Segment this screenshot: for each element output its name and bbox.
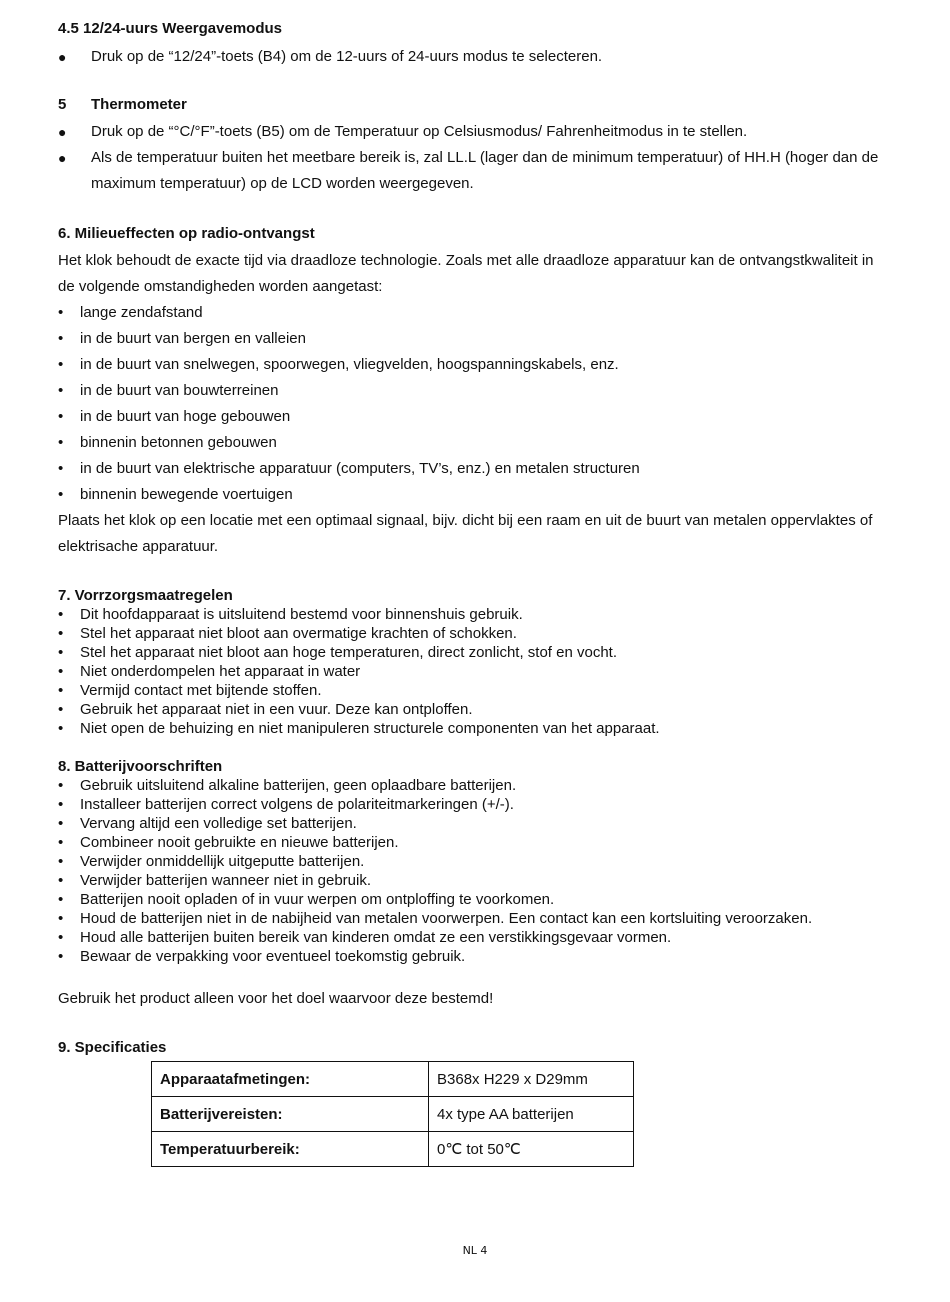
bullet-icon: • xyxy=(58,304,64,321)
bullet-icon: • xyxy=(58,625,64,642)
bullet-icon: • xyxy=(58,777,64,794)
section-radio-reception xyxy=(58,223,888,560)
spec-table xyxy=(151,1061,634,1167)
bullet-icon: ● xyxy=(58,49,67,65)
bullet-icon: • xyxy=(58,929,64,946)
section-title: 4.5 12/24-uurs Weergavemodus xyxy=(58,20,282,37)
bullet-icon: • xyxy=(58,460,64,477)
bullet-icon: • xyxy=(58,815,64,832)
bullet-icon: • xyxy=(58,434,64,451)
list-item: • Combineer nooit gebruikte en nieuwe batterijen. xyxy=(58,834,399,851)
bullet-icon: • xyxy=(58,486,64,503)
paragraph-outro: Plaats het klok op een locatie met een optimaal signaal, bijv. dicht bij een raam en uit de buurt van metalen oppervlaktes of elektrisache apparatuur. xyxy=(58,512,873,555)
bullet-icon: • xyxy=(58,663,64,680)
section-specifications xyxy=(58,1038,888,1167)
list-item: • binnenin betonnen gebouwen xyxy=(58,430,888,456)
list-item: • in de buurt van bouwterreinen xyxy=(58,378,888,404)
list-item: ● Druk op de “°C/°F”-toets (B5) om de Temperatuur op Celsiusmodus/ Fahrenheitmodus in te stellen. xyxy=(58,119,888,145)
list-item: • in de buurt van hoge gebouwen xyxy=(58,404,888,430)
list-item: • Houd alle batterijen buiten bereik van kinderen omdat ze een verstikkingsgevaar vormen. xyxy=(58,929,672,946)
spec-key: Apparaatafmetingen: xyxy=(152,1062,429,1097)
section-thermometer xyxy=(58,94,888,197)
document-page xyxy=(58,18,888,1167)
section-display-mode xyxy=(58,18,888,70)
bullet-list xyxy=(58,44,888,70)
section-title: 8. Batterijvoorschriften xyxy=(58,758,223,775)
bullet-icon: • xyxy=(58,948,64,965)
section-batteries xyxy=(58,757,888,1008)
paragraph-intro: Het klok behoudt de exacte tijd via draadloze technologie. Zoals met alle draadloze apparatuur kan de ontvangstkwaliteit in de volgende omstandigheden worden aangetast: xyxy=(58,252,874,295)
bullet-icon: • xyxy=(58,910,64,927)
list-item: • Verwijder batterijen wanneer niet in gebruik. xyxy=(58,872,371,889)
list-item: • in de buurt van elektrische apparatuur (computers, TV’s, enz.) en metalen structuren xyxy=(58,456,888,482)
list-item: • Gebruik uitsluitend alkaline batterijen, geen oplaadbare batterijen. xyxy=(58,777,517,794)
page-number: NL 4 xyxy=(462,1244,488,1257)
spec-value: 0℃ tot 50℃ xyxy=(429,1132,634,1167)
list-item: • Gebruik het apparaat niet in een vuur. Deze kan ontploffen. xyxy=(58,701,473,718)
bullet-icon: • xyxy=(58,606,64,623)
list-item: • Houd de batterijen niet in de nabijheid van metalen voorwerpen. Een contact kan een kortsluiting veroorzaken. xyxy=(58,910,813,927)
spec-value: 4x type AA batterijen xyxy=(429,1097,634,1132)
list-item: • Niet onderdompelen het apparaat in water xyxy=(58,663,361,680)
list-item: • Vermijd contact met bijtende stoffen. xyxy=(58,682,322,699)
section-heading xyxy=(58,94,888,116)
bullet-list xyxy=(58,605,888,738)
list-item: ● Als de temperatuur buiten het meetbare bereik is, zal LL.L (lager dan de minimum temperatuur) of HH.H (hoger dan de maximum temperatuur) op de LCD worden weergegeven. xyxy=(58,145,888,197)
bullet-icon: • xyxy=(58,853,64,870)
bullet-icon: • xyxy=(58,834,64,851)
bullet-list xyxy=(58,776,888,966)
list-item: • Stel het apparaat niet bloot aan overmatige krachten of schokken. xyxy=(58,625,517,642)
section-title: 9. Specificaties xyxy=(58,1039,167,1056)
list-item: • Verwijder onmiddellijk uitgeputte batterijen. xyxy=(58,853,365,870)
bullet-icon: ● xyxy=(58,124,67,140)
table-row xyxy=(152,1062,634,1097)
list-item: • Installeer batterijen correct volgens de polariteitmarkeringen (+/-). xyxy=(58,796,514,813)
section-number: 5 xyxy=(58,96,67,113)
bullet-icon: • xyxy=(58,382,64,399)
list-item: • Bewaar de verpakking voor eventueel toekomstig gebruik. xyxy=(58,948,466,965)
table-row xyxy=(152,1097,634,1132)
list-item: • binnenin bewegende voertuigen xyxy=(58,482,888,508)
list-item: • in de buurt van snelwegen, spoorwegen, vliegvelden, hoogspanningskabels, enz. xyxy=(58,352,888,378)
bullet-icon: • xyxy=(58,356,64,373)
list-item: ● Druk op de “12/24”-toets (B4) om de 12-uurs of 24-uurs modus te selecteren. xyxy=(58,44,888,70)
bullet-icon: • xyxy=(58,701,64,718)
bullet-icon: • xyxy=(58,796,64,813)
spec-key: Batterijvereisten: xyxy=(152,1097,429,1132)
list-item: • Stel het apparaat niet bloot aan hoge temperaturen, direct zonlicht, stof en vocht. xyxy=(58,644,618,661)
bullet-icon: • xyxy=(58,682,64,699)
list-item: • Batterijen nooit opladen of in vuur werpen om ontploffing te voorkomen. xyxy=(58,891,555,908)
list-item: • Vervang altijd een volledige set batterijen. xyxy=(58,815,357,832)
bullet-icon: • xyxy=(58,644,64,661)
bullet-icon: ● xyxy=(58,150,67,166)
usage-note: Gebruik het product alleen voor het doel waarvoor deze bestemd! xyxy=(58,990,494,1007)
section-title: 7. Vorrzorgsmaatregelen xyxy=(58,587,233,604)
bullet-icon: • xyxy=(58,408,64,425)
bullet-icon: • xyxy=(58,891,64,908)
spec-key: Temperatuurbereik: xyxy=(152,1132,429,1167)
spec-value: B368x H229 x D29mm xyxy=(429,1062,634,1097)
section-precautions xyxy=(58,586,888,738)
bullet-icon: • xyxy=(58,720,64,737)
section-title: 6. Milieueffecten op radio-ontvangst xyxy=(58,225,315,242)
bullet-list xyxy=(58,300,888,508)
list-item: • Niet open de behuizing en niet manipuleren structurele componenten van het apparaat. xyxy=(58,720,660,737)
bullet-icon: • xyxy=(58,872,64,889)
section-title: Thermometer xyxy=(91,96,187,113)
list-item: • Dit hoofdapparaat is uitsluitend bestemd voor binnenshuis gebruik. xyxy=(58,606,523,623)
list-item: • in de buurt van bergen en valleien xyxy=(58,326,888,352)
bullet-icon: • xyxy=(58,330,64,347)
list-item: • lange zendafstand xyxy=(58,300,888,326)
bullet-list xyxy=(58,119,888,197)
table-row xyxy=(152,1132,634,1167)
